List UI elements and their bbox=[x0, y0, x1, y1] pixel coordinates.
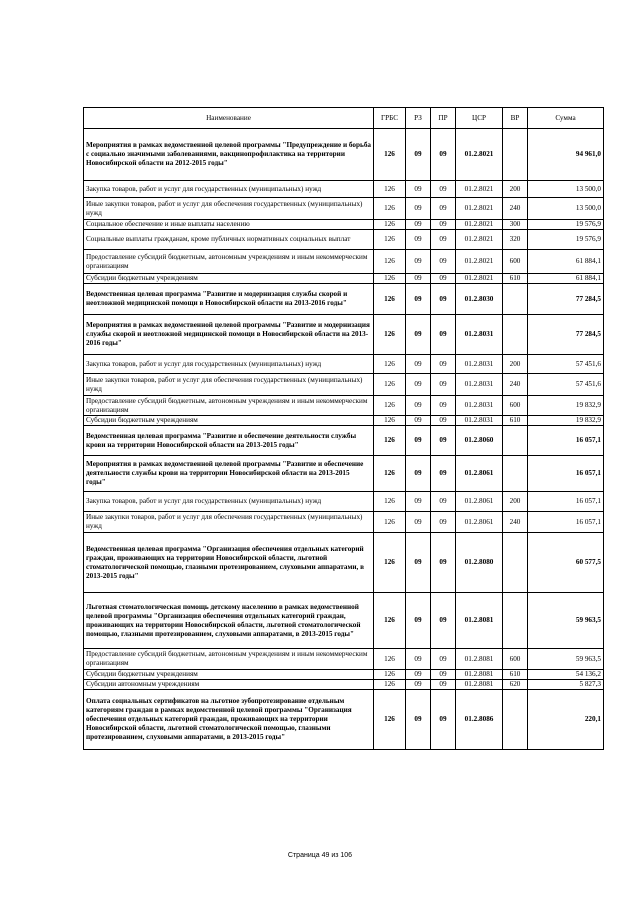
table-body bbox=[84, 129, 604, 750]
cell-sum: 5 827,3 bbox=[528, 680, 604, 690]
cell-rz: 09 bbox=[406, 181, 431, 198]
cell-csr: 01.2.8021 bbox=[456, 274, 503, 284]
cell-vr: 620 bbox=[503, 680, 528, 690]
cell-vr: 320 bbox=[503, 230, 528, 250]
cell-name: Субсидии автономным учреждениям bbox=[84, 680, 374, 690]
cell-vr bbox=[503, 426, 528, 456]
cell-vr: 610 bbox=[503, 274, 528, 284]
cell-pr: 09 bbox=[431, 492, 456, 512]
table-row bbox=[84, 426, 604, 456]
cell-sum: 59 963,5 bbox=[528, 649, 604, 670]
cell-pr: 09 bbox=[431, 680, 456, 690]
cell-name: Социальное обеспечение и иные выплаты населению bbox=[84, 220, 374, 230]
cell-sum: 16 057,1 bbox=[528, 456, 604, 492]
cell-name: Ведомственная целевая программа "Развитие и обеспечение деятельности службы крови на территории Новосибирской области на 2013-2015 годы" bbox=[84, 426, 374, 456]
cell-grbs: 126 bbox=[374, 284, 406, 315]
cell-rz: 09 bbox=[406, 416, 431, 426]
cell-csr: 01.2.8021 bbox=[456, 198, 503, 220]
cell-sum: 16 057,1 bbox=[528, 492, 604, 512]
cell-vr: 240 bbox=[503, 512, 528, 533]
cell-pr: 09 bbox=[431, 533, 456, 593]
cell-rz: 09 bbox=[406, 355, 431, 374]
cell-sum: 19 576,9 bbox=[528, 220, 604, 230]
cell-rz: 09 bbox=[406, 220, 431, 230]
cell-csr: 01.2.8031 bbox=[456, 355, 503, 374]
cell-vr: 600 bbox=[503, 649, 528, 670]
cell-vr: 300 bbox=[503, 220, 528, 230]
cell-pr: 09 bbox=[431, 670, 456, 680]
cell-name: Иные закупки товаров, работ и услуг для обеспечения государственных (муниципальных) нужд bbox=[84, 512, 374, 533]
table-row bbox=[84, 250, 604, 274]
cell-pr: 09 bbox=[431, 181, 456, 198]
cell-grbs: 126 bbox=[374, 274, 406, 284]
cell-csr: 01.2.8081 bbox=[456, 649, 503, 670]
cell-rz: 09 bbox=[406, 512, 431, 533]
cell-name: Иные закупки товаров, работ и услуг для обеспечения государственных (муниципальных) нужд bbox=[84, 374, 374, 396]
cell-pr: 09 bbox=[431, 198, 456, 220]
table-row bbox=[84, 230, 604, 250]
cell-sum: 57 451,6 bbox=[528, 355, 604, 374]
cell-grbs: 126 bbox=[374, 396, 406, 416]
cell-csr: 01.2.8030 bbox=[456, 284, 503, 315]
cell-pr: 09 bbox=[431, 374, 456, 396]
cell-pr: 09 bbox=[431, 250, 456, 274]
cell-vr: 600 bbox=[503, 250, 528, 274]
cell-csr: 01.2.8086 bbox=[456, 690, 503, 750]
cell-grbs: 126 bbox=[374, 250, 406, 274]
table-row bbox=[84, 396, 604, 416]
cell-vr bbox=[503, 284, 528, 315]
cell-csr: 01.2.8031 bbox=[456, 416, 503, 426]
cell-rz: 09 bbox=[406, 374, 431, 396]
table-header-row bbox=[84, 108, 604, 129]
cell-grbs: 126 bbox=[374, 230, 406, 250]
cell-csr: 01.2.8021 bbox=[456, 129, 503, 181]
cell-vr: 240 bbox=[503, 198, 528, 220]
cell-name: Ведомственная целевая программа "Организация обеспечения отдельных категорий граждан, проживающих на территории Новосибирской области, льготной стоматологической помощью, глазными протезированием, слуховыми аппаратами, в 2013-2015 годы" bbox=[84, 533, 374, 593]
cell-name: Предоставление субсидий бюджетным, автономным учреждениям и иным некоммерческим организациям bbox=[84, 250, 374, 274]
table-row bbox=[84, 670, 604, 680]
cell-rz: 09 bbox=[406, 129, 431, 181]
cell-rz: 09 bbox=[406, 670, 431, 680]
header-rz: РЗ bbox=[406, 108, 431, 129]
cell-grbs: 126 bbox=[374, 181, 406, 198]
cell-csr: 01.2.8061 bbox=[456, 492, 503, 512]
cell-sum: 19 832,9 bbox=[528, 396, 604, 416]
cell-rz: 09 bbox=[406, 250, 431, 274]
cell-csr: 01.2.8061 bbox=[456, 512, 503, 533]
table-row bbox=[84, 374, 604, 396]
table-row bbox=[84, 284, 604, 315]
table-row bbox=[84, 690, 604, 750]
cell-csr: 01.2.8021 bbox=[456, 220, 503, 230]
cell-name: Субсидии бюджетным учреждениям bbox=[84, 670, 374, 680]
cell-rz: 09 bbox=[406, 284, 431, 315]
cell-sum: 57 451,6 bbox=[528, 374, 604, 396]
cell-csr: 01.2.8060 bbox=[456, 426, 503, 456]
cell-name: Закупка товаров, работ и услуг для государственных (муниципальных) нужд bbox=[84, 181, 374, 198]
cell-csr: 01.2.8081 bbox=[456, 680, 503, 690]
cell-name: Иные закупки товаров, работ и услуг для обеспечения государственных (муниципальных) нужд bbox=[84, 198, 374, 220]
table-row bbox=[84, 274, 604, 284]
cell-rz: 09 bbox=[406, 593, 431, 649]
cell-grbs: 126 bbox=[374, 512, 406, 533]
cell-vr bbox=[503, 533, 528, 593]
table-row bbox=[84, 492, 604, 512]
cell-pr: 09 bbox=[431, 274, 456, 284]
cell-rz: 09 bbox=[406, 230, 431, 250]
cell-csr: 01.2.8021 bbox=[456, 250, 503, 274]
cell-grbs: 126 bbox=[374, 220, 406, 230]
cell-sum: 16 057,1 bbox=[528, 512, 604, 533]
cell-grbs: 126 bbox=[374, 670, 406, 680]
cell-vr: 610 bbox=[503, 416, 528, 426]
cell-name: Оплата социальных сертификатов на льготное зубопротезирование отдельным категориям граждан в рамках ведомственной целевой программы "Организация обеспечения отдельных категорий граждан, проживающих на территории Новосибирской области, льготной стоматологической помощью, глазными протезированием, слуховыми аппаратами, в 2013-2015 годы" bbox=[84, 690, 374, 750]
cell-csr: 01.2.8081 bbox=[456, 593, 503, 649]
cell-grbs: 126 bbox=[374, 456, 406, 492]
header-pr: ПР bbox=[431, 108, 456, 129]
cell-pr: 09 bbox=[431, 512, 456, 533]
cell-rz: 09 bbox=[406, 690, 431, 750]
header-sum: Сумма bbox=[528, 108, 604, 129]
cell-csr: 01.2.8081 bbox=[456, 670, 503, 680]
cell-grbs: 126 bbox=[374, 690, 406, 750]
cell-sum: 60 577,5 bbox=[528, 533, 604, 593]
cell-rz: 09 bbox=[406, 492, 431, 512]
cell-pr: 09 bbox=[431, 315, 456, 355]
budget-table bbox=[83, 107, 604, 750]
cell-pr: 09 bbox=[431, 416, 456, 426]
cell-rz: 09 bbox=[406, 680, 431, 690]
cell-grbs: 126 bbox=[374, 426, 406, 456]
table-row bbox=[84, 315, 604, 355]
header-grbs: ГРБС bbox=[374, 108, 406, 129]
cell-pr: 09 bbox=[431, 220, 456, 230]
cell-vr bbox=[503, 315, 528, 355]
page-number: Страница 49 из 106 bbox=[287, 852, 353, 859]
cell-rz: 09 bbox=[406, 315, 431, 355]
cell-vr: 610 bbox=[503, 670, 528, 680]
cell-grbs: 126 bbox=[374, 315, 406, 355]
cell-sum: 13 500,0 bbox=[528, 198, 604, 220]
cell-name: Субсидии бюджетным учреждениям bbox=[84, 274, 374, 284]
cell-vr bbox=[503, 456, 528, 492]
cell-rz: 09 bbox=[406, 649, 431, 670]
cell-pr: 09 bbox=[431, 426, 456, 456]
cell-vr: 200 bbox=[503, 492, 528, 512]
cell-sum: 59 963,5 bbox=[528, 593, 604, 649]
cell-name: Мероприятия в рамках ведомственной целевой программы "Развитие и обеспечение деятельности службы крови на территории Новосибирской области на 2013-2015 годы" bbox=[84, 456, 374, 492]
cell-sum: 16 057,1 bbox=[528, 426, 604, 456]
cell-grbs: 126 bbox=[374, 649, 406, 670]
cell-grbs: 126 bbox=[374, 355, 406, 374]
table-row bbox=[84, 649, 604, 670]
cell-rz: 09 bbox=[406, 426, 431, 456]
cell-grbs: 126 bbox=[374, 374, 406, 396]
cell-csr: 01.2.8031 bbox=[456, 396, 503, 416]
cell-vr bbox=[503, 129, 528, 181]
cell-rz: 09 bbox=[406, 198, 431, 220]
cell-pr: 09 bbox=[431, 396, 456, 416]
cell-name: Субсидии бюджетным учреждениям bbox=[84, 416, 374, 426]
cell-sum: 19 576,9 bbox=[528, 230, 604, 250]
table-row bbox=[84, 181, 604, 198]
cell-pr: 09 bbox=[431, 284, 456, 315]
cell-vr: 200 bbox=[503, 355, 528, 374]
cell-pr: 09 bbox=[431, 593, 456, 649]
cell-csr: 01.2.8031 bbox=[456, 315, 503, 355]
cell-name: Льготная стоматологическая помощь детскому населению в рамках ведомственной целевой программы "Организация обеспечения отдельных категорий граждан, проживающих на территории Новосибирской области, льготной стоматологической помощью, глазными протезированием, слуховыми аппаратами, в 2013-2015 годы" bbox=[84, 593, 374, 649]
cell-vr bbox=[503, 593, 528, 649]
cell-grbs: 126 bbox=[374, 533, 406, 593]
cell-csr: 01.2.8031 bbox=[456, 374, 503, 396]
table-row bbox=[84, 593, 604, 649]
cell-vr bbox=[503, 690, 528, 750]
header-vr: ВР bbox=[503, 108, 528, 129]
cell-sum: 77 284,5 bbox=[528, 315, 604, 355]
table-row bbox=[84, 512, 604, 533]
cell-name: Предоставление субсидий бюджетным, автономным учреждениям и иным некоммерческим организациям bbox=[84, 649, 374, 670]
cell-name: Социальные выплаты гражданам, кроме публичных нормативных социальных выплат bbox=[84, 230, 374, 250]
table-row bbox=[84, 220, 604, 230]
cell-name: Закупка товаров, работ и услуг для государственных (муниципальных) нужд bbox=[84, 355, 374, 374]
cell-pr: 09 bbox=[431, 649, 456, 670]
cell-sum: 61 884,1 bbox=[528, 274, 604, 284]
cell-sum: 61 884,1 bbox=[528, 250, 604, 274]
cell-sum: 54 136,2 bbox=[528, 670, 604, 680]
cell-grbs: 126 bbox=[374, 593, 406, 649]
cell-rz: 09 bbox=[406, 456, 431, 492]
table-row bbox=[84, 533, 604, 593]
cell-sum: 94 961,0 bbox=[528, 129, 604, 181]
table-row bbox=[84, 355, 604, 374]
table-row bbox=[84, 416, 604, 426]
cell-sum: 77 284,5 bbox=[528, 284, 604, 315]
cell-sum: 220,1 bbox=[528, 690, 604, 750]
cell-sum: 13 500,0 bbox=[528, 181, 604, 198]
cell-grbs: 126 bbox=[374, 416, 406, 426]
cell-pr: 09 bbox=[431, 230, 456, 250]
cell-pr: 09 bbox=[431, 355, 456, 374]
cell-vr: 200 bbox=[503, 181, 528, 198]
cell-name: Мероприятия в рамках ведомственной целевой программы "Развитие и модернизация службы скорой и неотложной медицинской помощи в Новосибирской области на 2013-2016 годы" bbox=[84, 315, 374, 355]
cell-vr: 240 bbox=[503, 374, 528, 396]
cell-grbs: 126 bbox=[374, 129, 406, 181]
cell-pr: 09 bbox=[431, 129, 456, 181]
table-row bbox=[84, 680, 604, 690]
cell-csr: 01.2.8061 bbox=[456, 456, 503, 492]
cell-grbs: 126 bbox=[374, 680, 406, 690]
cell-name: Мероприятия в рамках ведомственной целевой программы "Предупреждение и борьба с социально значимыми заболеваниями, вакцинопрофилактика на территории Новосибирской области на 2012-2015 годы" bbox=[84, 129, 374, 181]
cell-sum: 19 832,9 bbox=[528, 416, 604, 426]
cell-csr: 01.2.8021 bbox=[456, 230, 503, 250]
cell-grbs: 126 bbox=[374, 198, 406, 220]
cell-vr: 600 bbox=[503, 396, 528, 416]
table-row bbox=[84, 129, 604, 181]
table-row bbox=[84, 456, 604, 492]
cell-pr: 09 bbox=[431, 690, 456, 750]
cell-name: Предоставление субсидий бюджетным, автономным учреждениям и иным некоммерческим организациям bbox=[84, 396, 374, 416]
cell-rz: 09 bbox=[406, 274, 431, 284]
cell-rz: 09 bbox=[406, 533, 431, 593]
header-csr: ЦСР bbox=[456, 108, 503, 129]
header-name: Наименование bbox=[84, 108, 374, 129]
cell-csr: 01.2.8080 bbox=[456, 533, 503, 593]
cell-csr: 01.2.8021 bbox=[456, 181, 503, 198]
cell-name: Ведомственная целевая программа "Развитие и модернизация службы скорой и неотложной медицинской помощи в Новосибирской области на 2013-2016 годы" bbox=[84, 284, 374, 315]
cell-grbs: 126 bbox=[374, 492, 406, 512]
cell-name: Закупка товаров, работ и услуг для государственных (муниципальных) нужд bbox=[84, 492, 374, 512]
cell-pr: 09 bbox=[431, 456, 456, 492]
cell-rz: 09 bbox=[406, 396, 431, 416]
table-row bbox=[84, 198, 604, 220]
